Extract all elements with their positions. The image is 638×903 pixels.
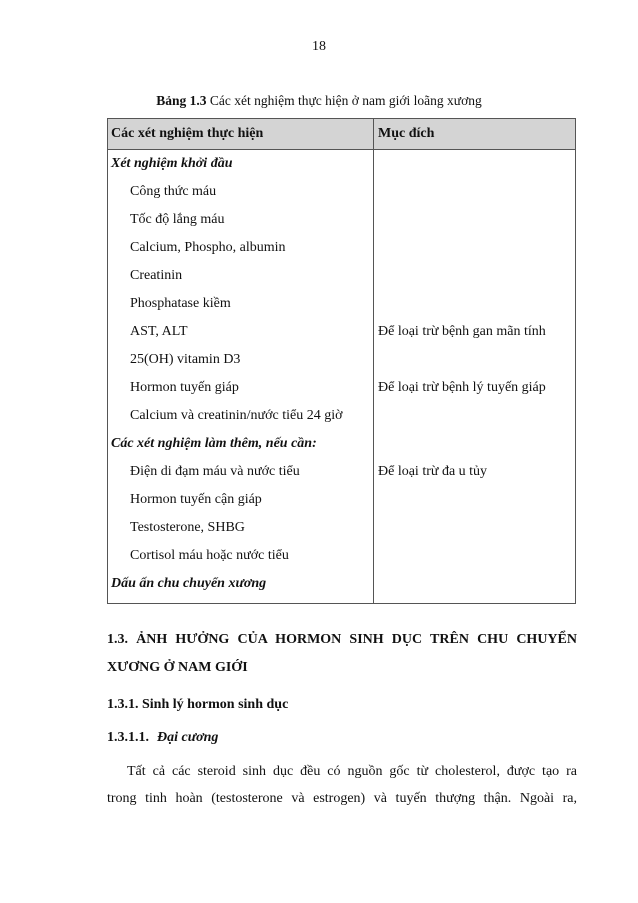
test-name-cell: Cortisol máu hoặc nước tiểu <box>130 548 289 563</box>
table-row <box>108 514 575 542</box>
table-group-heading: Dấu ấn chu chuyển xương <box>111 576 267 591</box>
table-row <box>108 290 575 318</box>
table-caption-label: Bảng 1.3 <box>156 93 207 108</box>
header-tests: Các xét nghiệm thực hiện <box>111 126 264 141</box>
test-name-cell: Calcium và creatinin/nước tiểu 24 giờ <box>130 408 343 423</box>
table-row <box>108 486 575 514</box>
section-1-3-heading-line2: XƯƠNG Ở NAM GIỚI <box>107 660 248 675</box>
table-row <box>108 570 575 598</box>
test-name-cell: Creatinin <box>130 268 183 283</box>
table-row <box>108 346 575 374</box>
purpose-cell: Để loại trừ bệnh gan mãn tính <box>378 324 546 339</box>
test-name-cell: Điện di đạm máu và nước tiểu <box>130 464 300 479</box>
table-row <box>108 206 575 234</box>
table-header <box>108 119 575 150</box>
test-name-cell: Calcium, Phospho, albumin <box>130 240 286 255</box>
table-row <box>108 234 575 262</box>
page-number: 18 <box>312 39 326 54</box>
section-1-3-heading-line1: 1.3. ẢNH HƯỞNG CỦA HORMON SINH DỤC TRÊN CHU CHUYỂN <box>107 632 577 647</box>
test-name-cell: Phosphatase kiềm <box>130 296 231 311</box>
table-group-heading: Xét nghiệm khởi đầu <box>111 156 233 171</box>
table-row <box>108 458 575 486</box>
table-caption-text: Các xét nghiệm thực hiện ở nam giới loãng xương <box>206 93 482 108</box>
table-row <box>108 402 575 430</box>
table-row <box>108 150 575 178</box>
table-row <box>108 178 575 206</box>
purpose-cell: Để loại trừ bệnh lý tuyến giáp <box>378 380 546 395</box>
section-1-3-1-1-title: Đại cương <box>157 730 219 745</box>
test-name-cell: Testosterone, SHBG <box>130 520 245 535</box>
section-1-3-1-1-number: 1.3.1.1. <box>107 730 149 745</box>
purpose-cell: Để loại trừ đa u tủy <box>378 464 488 479</box>
test-name-cell: Hormon tuyến cận giáp <box>130 492 262 507</box>
table-group-heading: Các xét nghiệm làm thêm, nếu cần: <box>111 436 317 451</box>
paragraph-line-1: Tất cả các steroid sinh dục đều có nguồn gốc từ cholesterol, được tạo ra <box>127 764 577 779</box>
test-name-cell: Công thức máu <box>130 184 217 199</box>
section-1-3-1-1-heading <box>107 730 218 746</box>
table-row <box>108 430 575 458</box>
test-name-cell: Hormon tuyến giáp <box>130 380 239 395</box>
table-row <box>108 374 575 402</box>
section-1-3-1-heading: 1.3.1. Sinh lý hormon sinh dục <box>107 697 289 712</box>
header-purpose: Mục đích <box>378 126 435 141</box>
table-body <box>108 150 575 598</box>
test-name-cell: Tốc độ lắng máu <box>130 212 225 227</box>
table-caption <box>0 93 638 109</box>
test-name-cell: 25(OH) vitamin D3 <box>130 352 241 367</box>
table-row <box>108 542 575 570</box>
paragraph-line-2: trong tinh hoàn (testosterone và estrogen) và tuyến thượng thận. Ngoài ra, <box>107 791 577 806</box>
test-name-cell: AST, ALT <box>130 324 188 339</box>
table-row <box>108 262 575 290</box>
table-row <box>108 318 575 346</box>
tests-table <box>107 118 576 604</box>
